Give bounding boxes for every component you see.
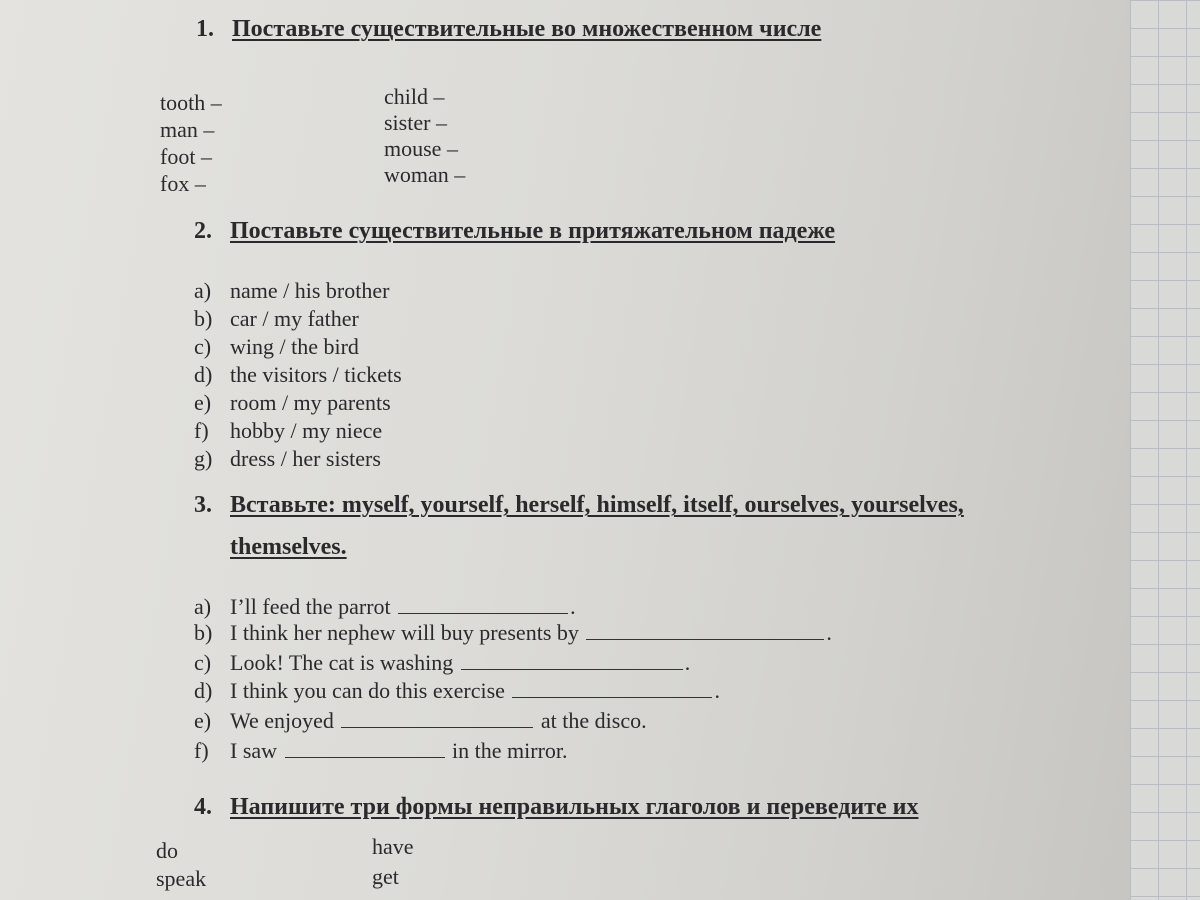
answer-blank[interactable] bbox=[285, 739, 445, 758]
grid-paper-edge bbox=[1130, 0, 1200, 900]
list-item: e) We enjoyed at the disco. bbox=[194, 708, 647, 733]
list-item: e) room / my parents bbox=[194, 390, 391, 415]
list-item: a) name / his brother bbox=[194, 278, 390, 303]
word-item: sister – bbox=[384, 110, 447, 135]
word-item: man – bbox=[160, 117, 215, 142]
list-item: d) I think you can do this exercise . bbox=[194, 678, 720, 703]
word-item: foot – bbox=[160, 144, 212, 169]
section4-title: Напишите три формы неправильных глаголов и переведите их bbox=[230, 794, 919, 820]
section4-heading bbox=[194, 794, 918, 821]
list-item: b) car / my father bbox=[194, 306, 359, 331]
word-item: fox – bbox=[160, 171, 206, 196]
section3-title-line1: Вставьте: myself, yourself, herself, himself, itself, ourselves, yourselves, bbox=[230, 492, 964, 518]
word-item: child – bbox=[384, 84, 445, 109]
list-item: g) dress / her sisters bbox=[194, 446, 381, 471]
list-item: b) I think her nephew will buy presents by . bbox=[194, 620, 832, 645]
section1-number: 1. bbox=[196, 16, 214, 42]
list-item: c) wing / the bird bbox=[194, 334, 359, 359]
word-item: do bbox=[156, 838, 178, 863]
word-item: mouse – bbox=[384, 136, 458, 161]
answer-blank[interactable] bbox=[586, 621, 824, 640]
answer-blank[interactable] bbox=[398, 595, 568, 614]
section3-number: 3. bbox=[194, 492, 212, 518]
section1-heading bbox=[196, 16, 821, 43]
word-item: speak bbox=[156, 866, 207, 891]
list-item: d) the visitors / tickets bbox=[194, 362, 402, 387]
word-item: have bbox=[372, 834, 414, 859]
section3-title-line2: themselves. bbox=[230, 534, 347, 560]
show-through bbox=[640, 290, 645, 313]
section3-heading-line2 bbox=[230, 534, 347, 561]
list-item: c) Look! The cat is washing . bbox=[194, 650, 691, 675]
section2-title: Поставьте существительные в притяжательном падеже bbox=[230, 218, 836, 244]
section2-number: 2. bbox=[194, 218, 212, 244]
section1-title: Поставьте существительные во множественном числе bbox=[232, 16, 822, 42]
word-item: woman – bbox=[384, 162, 466, 187]
answer-blank[interactable] bbox=[341, 709, 533, 728]
word-item: tooth – bbox=[160, 90, 222, 115]
list-item: a) I’ll feed the parrot . bbox=[194, 594, 576, 619]
list-item: f) hobby / my niece bbox=[194, 418, 383, 443]
section3-heading bbox=[194, 492, 964, 519]
section4-number: 4. bbox=[194, 794, 212, 820]
answer-blank[interactable] bbox=[461, 651, 683, 670]
word-item: get bbox=[372, 864, 399, 889]
answer-blank[interactable] bbox=[512, 679, 712, 698]
section2-heading bbox=[194, 218, 835, 245]
list-item: f) I saw in the mirror. bbox=[194, 738, 568, 763]
